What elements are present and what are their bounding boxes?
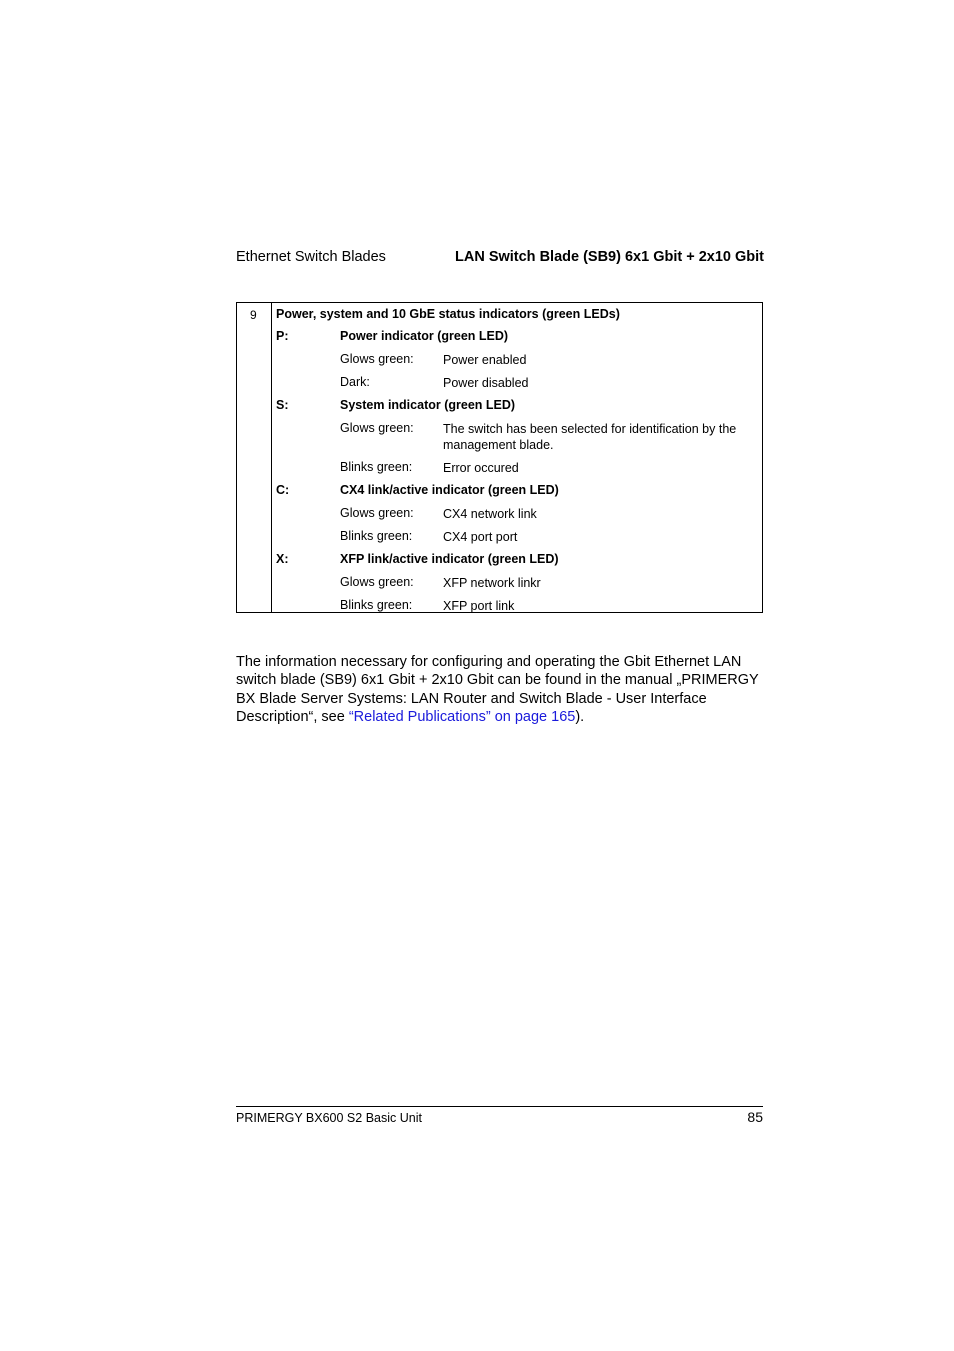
group-name: Power indicator (green LED): [340, 329, 509, 343]
group-key: P:: [276, 329, 289, 343]
led-state: Glows green:: [340, 575, 414, 589]
group-name: XFP link/active indicator (green LED): [340, 552, 559, 566]
related-publications-link[interactable]: “Related Publications” on page 165: [348, 709, 576, 725]
led-state: Blinks green:: [340, 529, 413, 543]
led-state: Blinks green:: [340, 598, 413, 612]
led-meaning: Power disabled: [443, 376, 529, 390]
footer-divider: [236, 1106, 763, 1107]
led-meaning: The switch has been selected for identification by the management blade.: [443, 422, 737, 452]
table-number-column: [237, 303, 272, 612]
led-indicator-table: [236, 302, 763, 613]
group-key: C:: [276, 483, 290, 497]
body-paragraph: [236, 653, 766, 727]
running-header-section: Ethernet Switch Blades: [236, 249, 386, 265]
page-number: 85: [747, 1109, 763, 1125]
footer-product-name: PRIMERGY BX600 S2 Basic Unit: [236, 1111, 422, 1125]
group-name: CX4 link/active indicator (green LED): [340, 483, 559, 497]
table-row: [276, 375, 752, 398]
table-row: [276, 529, 752, 552]
table-row: [276, 460, 752, 483]
table-content: [276, 307, 752, 621]
group-header: [276, 329, 752, 352]
led-state: Glows green:: [340, 352, 414, 366]
group-header: [276, 483, 752, 506]
led-meaning: XFP network linkr: [443, 576, 541, 590]
running-header-title: LAN Switch Blade (SB9) 6x1 Gbit + 2x10 Gbit: [454, 249, 764, 265]
led-meaning: Error occured: [443, 461, 519, 475]
led-meaning: XFP port link: [443, 599, 515, 613]
group-key: X:: [276, 552, 289, 566]
led-state: Dark:: [340, 375, 370, 389]
table-row: [276, 506, 752, 529]
paragraph-text: The information necessary for configuring and operating the Gbit Ethernet LAN switch blade (SB9) 6x1 Gbit + 2x10 Gbit can be found in the manual „PRIMERGY BX Blade Server Systems: LAN Router and Switch Blade - User Interface Description“, see: [236, 653, 759, 725]
table-title: Power, system and 10 GbE status indicators (green LEDs): [276, 307, 620, 321]
led-state: Glows green:: [340, 506, 414, 520]
led-meaning: Power enabled: [443, 353, 527, 367]
group-name: System indicator (green LED): [340, 398, 516, 412]
table-row: [276, 421, 752, 460]
paragraph-text-end: ).: [575, 709, 585, 725]
led-state: Blinks green:: [340, 460, 413, 474]
led-meaning: CX4 port port: [443, 530, 518, 544]
table-item-number: 9: [250, 308, 257, 322]
led-state: Glows green:: [340, 421, 414, 435]
table-row: [276, 575, 752, 598]
table-row: [276, 352, 752, 375]
led-meaning: CX4 network link: [443, 507, 537, 521]
table-row: [276, 598, 752, 621]
group-header: [276, 552, 752, 575]
group-key: S:: [276, 398, 289, 412]
group-header: [276, 398, 752, 421]
